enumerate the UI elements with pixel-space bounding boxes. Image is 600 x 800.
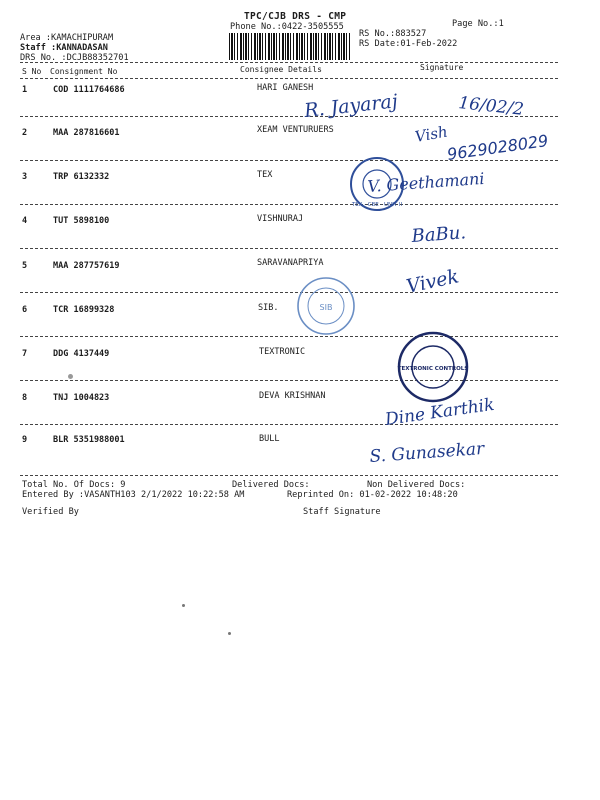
row-sno: 9 bbox=[22, 435, 28, 445]
document-title: TPC/CJB DRS - CMP bbox=[244, 11, 347, 22]
row-consignment: TCR 16899328 bbox=[53, 305, 115, 315]
row-consignee: SIB. bbox=[258, 303, 279, 313]
sib-stamp bbox=[298, 278, 354, 334]
row5-signature: Vivek bbox=[404, 265, 461, 298]
row8-signature: Dine Karthik bbox=[383, 394, 496, 430]
row-consignee: BULL bbox=[259, 434, 280, 444]
staff-label: Staff :KANNADASAN bbox=[20, 43, 108, 53]
row3-signature: V. Geethamani bbox=[366, 168, 486, 196]
row-consignee: TEXTRONIC bbox=[259, 347, 306, 357]
row1-signature: R. Jayaraj bbox=[303, 90, 399, 122]
row-consignment: TRP 6132332 bbox=[53, 172, 110, 182]
col-header-signature: Signature bbox=[420, 63, 464, 72]
total-docs: Total No. Of Docs: 9 bbox=[22, 480, 126, 490]
row-sno: 6 bbox=[22, 305, 28, 315]
drs-number: DRS No. :DCJB88352701 bbox=[20, 53, 129, 63]
rs-number: RS No.:883527 bbox=[359, 29, 427, 39]
staff-signature-label: Staff Signature bbox=[303, 507, 381, 517]
delivered-docs: Delivered Docs: bbox=[232, 480, 310, 490]
non-delivered-docs: Non Delivered Docs: bbox=[367, 480, 466, 490]
verified-by: Verified By bbox=[22, 507, 79, 517]
reprinted-on: Reprinted On: 01-02-2022 10:48:20 bbox=[287, 490, 458, 500]
row-consignment: TUT 5898100 bbox=[53, 216, 110, 226]
col-header-sno: S No bbox=[22, 67, 42, 76]
sib-stamp-text: SIB bbox=[319, 303, 333, 312]
row-consignment: COD 1111764686 bbox=[53, 85, 125, 95]
row-consignment: BLR 5351988001 bbox=[53, 435, 125, 445]
row-consignment: MAA 287757619 bbox=[53, 261, 120, 271]
row1-date: 16/02/2 bbox=[457, 93, 525, 120]
row-consignment: DDG 4137449 bbox=[53, 349, 110, 359]
row-sno: 3 bbox=[22, 172, 28, 182]
row-consignee: TEX bbox=[257, 170, 273, 180]
row-sno: 5 bbox=[22, 261, 28, 271]
textronic-stamp bbox=[398, 333, 468, 401]
row-consignee: HARI GANESH bbox=[257, 83, 314, 93]
area-label: Area :KAMACHIPURAM bbox=[20, 33, 114, 43]
row4-signature: BaBu. bbox=[410, 222, 467, 247]
tex-stamp-text: TEX · CBE · UNIT II bbox=[351, 202, 403, 208]
row-sno: 8 bbox=[22, 393, 28, 403]
col-header-consignment: Consignment No bbox=[50, 67, 118, 76]
row-sno: 4 bbox=[22, 216, 28, 226]
row-consignment: MAA 287816601 bbox=[53, 128, 120, 138]
entered-by: Entered By :VASANTH103 2/1/2022 10:22:58 AM bbox=[22, 490, 245, 500]
row-consignee: DEVA KRISHNAN bbox=[259, 391, 326, 401]
row-consignment: TNJ 1004823 bbox=[53, 393, 110, 403]
row-consignee: SARAVANAPRIYA bbox=[257, 258, 324, 268]
col-header-consignee: Consignee Details bbox=[240, 65, 322, 74]
row9-signature: S. Gunasekar bbox=[368, 439, 485, 467]
page-number: Page No.:1 bbox=[452, 19, 504, 29]
textronic-stamp-text: TEXTRONIC CONTROLS bbox=[397, 366, 469, 372]
row-sno: 1 bbox=[22, 85, 28, 95]
row-sno: 7 bbox=[22, 349, 28, 359]
rs-date: RS Date:01-Feb-2022 bbox=[359, 39, 458, 49]
row2-phone: 9629028029 bbox=[445, 130, 550, 164]
row-consignee: VISHNURAJ bbox=[257, 214, 304, 224]
row-sno: 2 bbox=[22, 128, 28, 138]
row-consignee: XEAM VENTURUERS bbox=[257, 125, 334, 135]
row1-initials: Vish bbox=[413, 122, 449, 146]
phone-number: Phone No.:0422-3505555 bbox=[230, 22, 344, 32]
